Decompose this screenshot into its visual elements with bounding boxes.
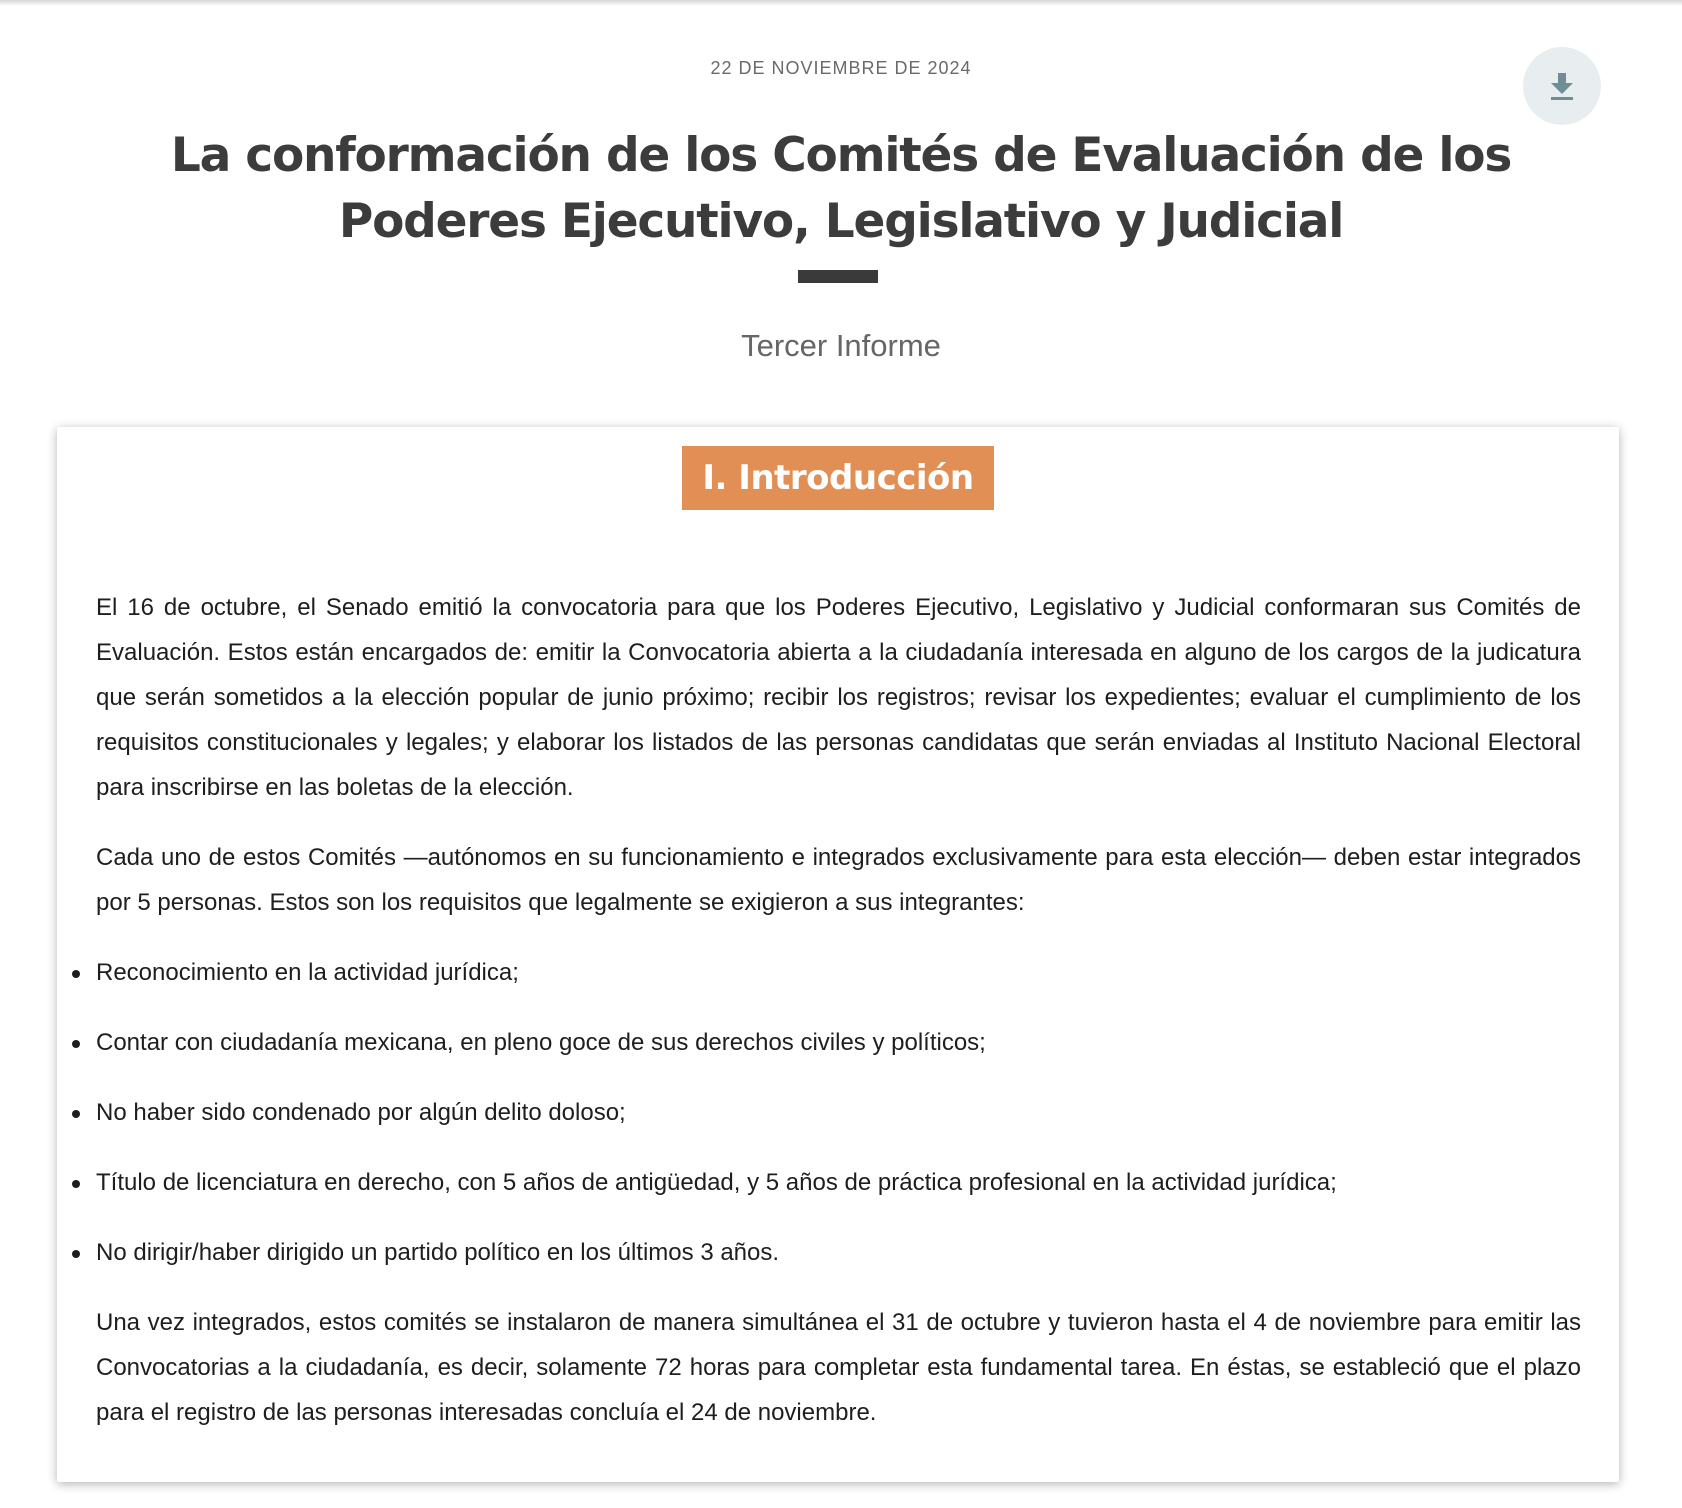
paragraph: El 16 de octubre, el Senado emitió la convocatoria para que los Poderes Ejecutivo, Legislativo y Judicial conformaran sus Comités de Evaluación. Estos están encargados de: emitir la Convocatoria abierta a la ciudadanía interesada en alguno de los cargos de la judicatura que serán sometidos a la elección popular de junio próximo; recibir los registros; revisar los expedientes; evaluar el cumplimiento de los requisitos constitucionales y legales; y elaborar los listados de las personas candidatas que serán enviadas al Instituto Nacional Electoral para inscribirse en las boletas de la elección. [96, 594, 1581, 801]
publication-date: 22 DE NOVIEMBRE DE 2024 [710, 58, 972, 78]
list-item: Contar con ciudadanía mexicana, en pleno goce de sus derechos civiles y políticos; [96, 1020, 1581, 1065]
page-title: La conformación de los Comités de Evaluación de los Poderes Ejecutivo, Legislativo y Judicial [170, 128, 1512, 249]
paragraph: Una vez integrados, estos comités se instalaron de manera simultánea el 31 de octubre y tuvieron hasta el 4 de noviembre para emitir las Convocatorias a la ciudadanía, es decir, solamente 72 horas para completar esta fundamental tarea. En éstas, se estableció que el plazo para el registro de las personas interesadas concluía el 24 de noviembre. [96, 1309, 1581, 1426]
section-heading: I. Introducción [682, 446, 994, 510]
title-divider [798, 270, 878, 283]
paragraph: Cada uno de estos Comités —autónomos en su funcionamiento e integrados exclusivamente para esta elección— deben estar integrados por 5 personas. Estos son los requisitos que legalmente se exigieron a sus integrantes: [96, 844, 1581, 916]
list-item: No dirigir/haber dirigido un partido político en los últimos 3 años. [96, 1230, 1581, 1275]
page-header [0, 0, 1682, 420]
requirements-list [96, 950, 1581, 1275]
section-body [96, 585, 1581, 1460]
download-icon [1549, 71, 1575, 101]
list-item: Reconocimiento en la actividad jurídica; [96, 950, 1581, 995]
list-item: Título de licenciatura en derecho, con 5 años de antigüedad, y 5 años de práctica profesional en la actividad jurídica; [96, 1160, 1581, 1205]
download-button[interactable] [1523, 47, 1601, 125]
list-item: No haber sido condenado por algún delito doloso; [96, 1090, 1581, 1135]
page-subtitle: Tercer Informe [741, 328, 941, 363]
content-card [57, 427, 1619, 1482]
